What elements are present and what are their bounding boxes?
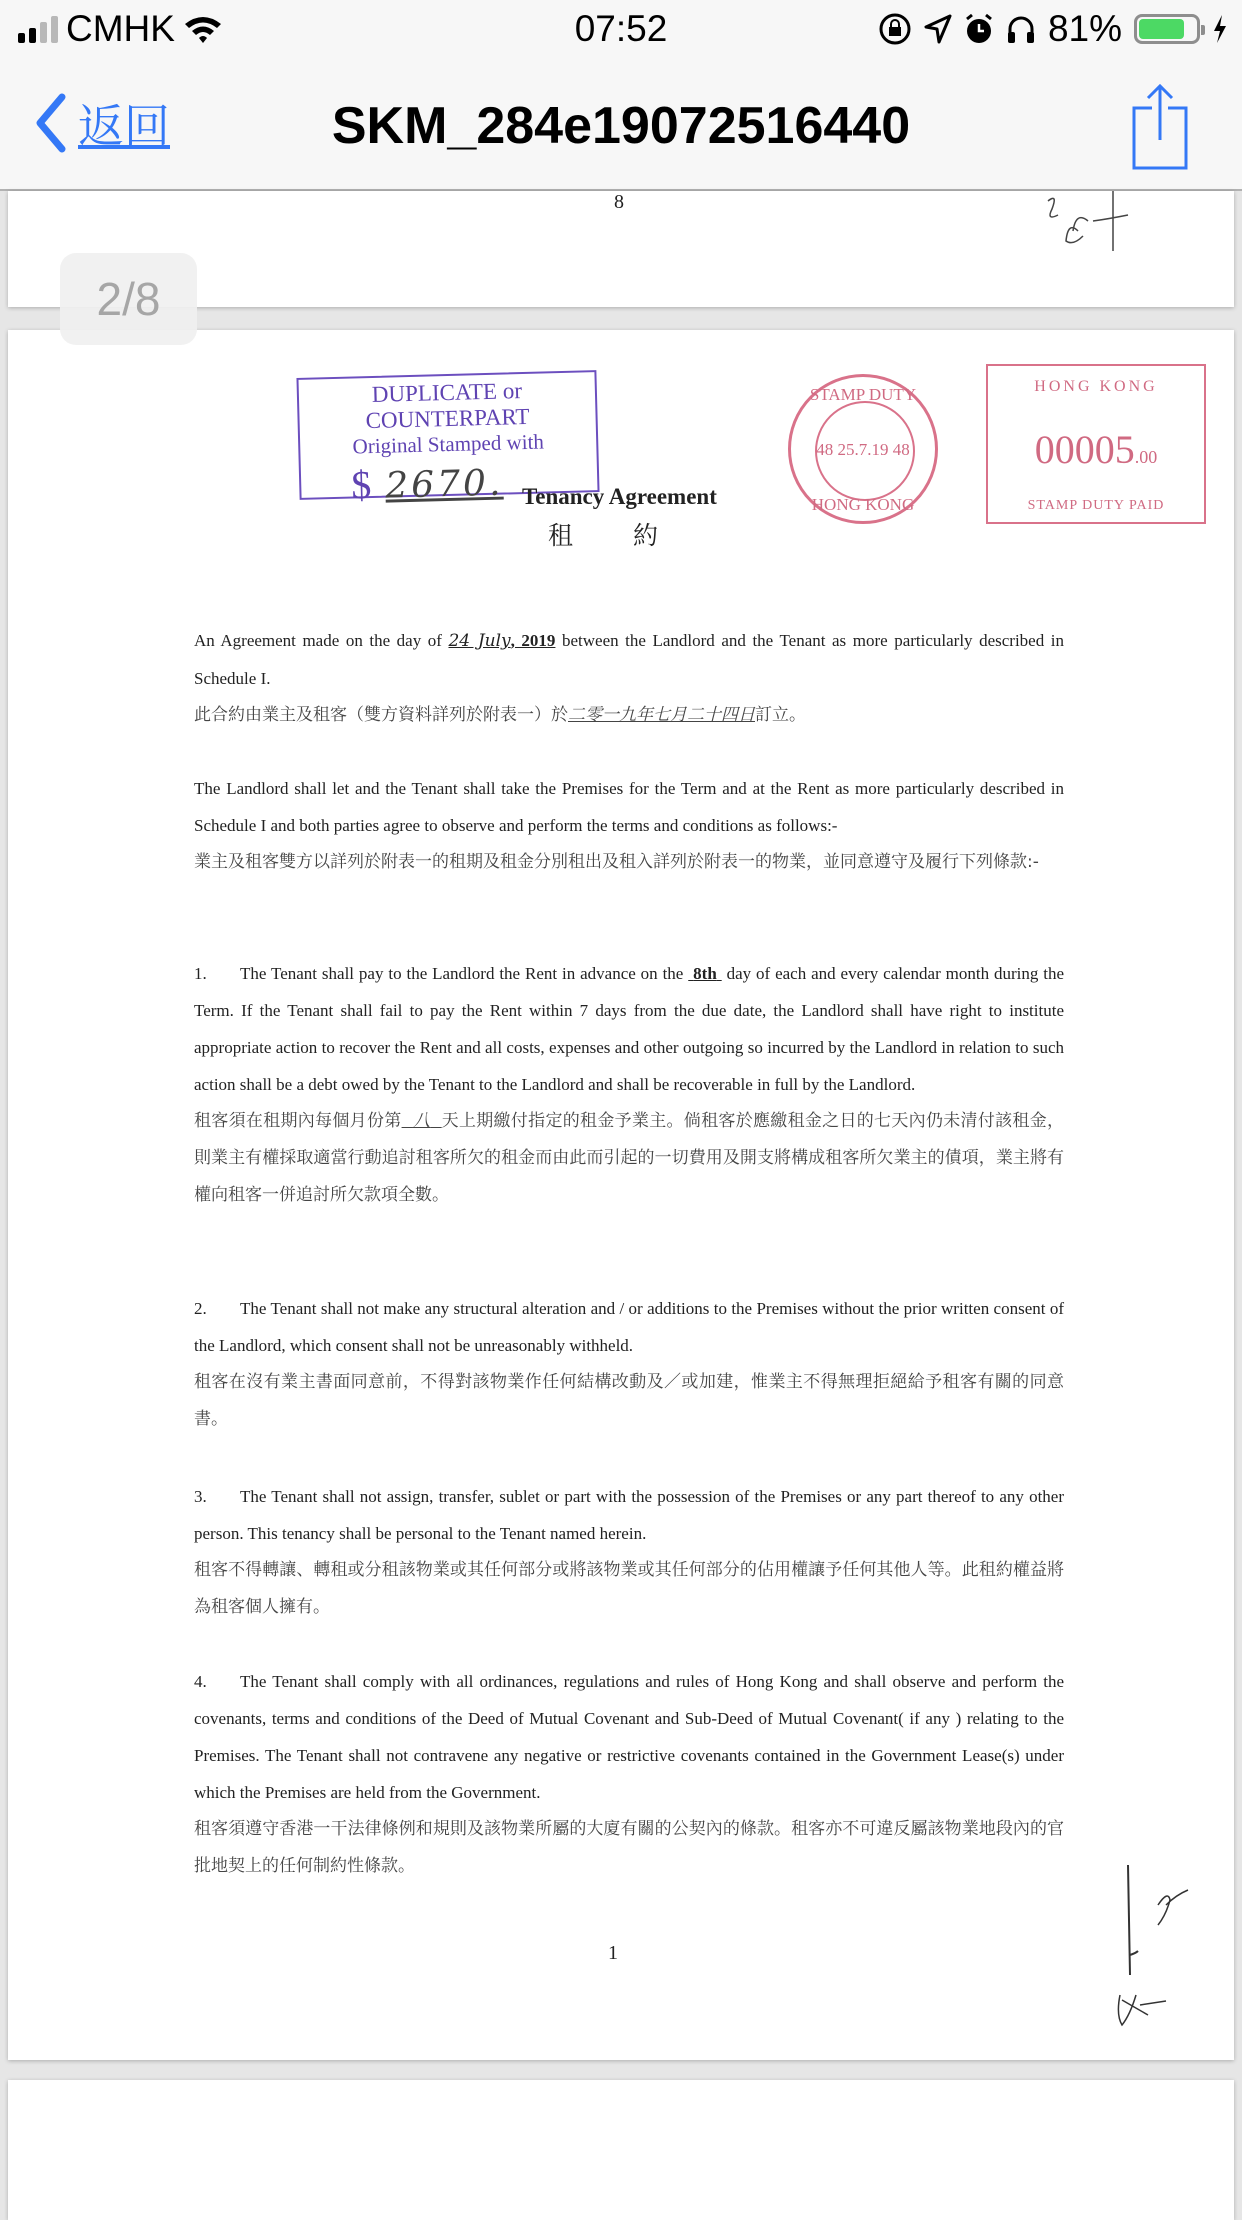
intro-en: An Agreement made on the day of 24 July, 2019 between the Landlord and the Tenant as more particularly described in Schedule I. bbox=[194, 631, 1064, 688]
location-icon bbox=[924, 14, 952, 44]
round-stamp-bottom: HONG KONG bbox=[811, 495, 915, 514]
handwritten-date: 24 July bbox=[448, 631, 511, 651]
meter-cents: .00 bbox=[1134, 447, 1158, 467]
clause-3-zh: 租客不得轉讓、轉租或分租該物業或其任何部分或將該物業或其任何部分的佔用權讓予任何其他人等。此租約權益將為租客個人擁有。 bbox=[194, 1560, 1064, 1617]
clause-2-en: 2. The Tenant shall not make any structural alteration and / or additions to the Premises without the prior written consent of the Landlord, which consent shall not be unreasonably withheld. bbox=[194, 1299, 1064, 1355]
stamp-line2: Original Stamped with bbox=[352, 429, 545, 459]
status-bar bbox=[0, 0, 1242, 60]
rent-due-day: 8th bbox=[693, 964, 717, 983]
clause-1 bbox=[194, 955, 1064, 1214]
page-indicator: 2/8 bbox=[60, 253, 197, 345]
rent-due-day-zh: 八 bbox=[412, 1111, 431, 1131]
orientation-lock-icon bbox=[878, 12, 912, 46]
next-page[interactable] bbox=[8, 2080, 1234, 2220]
stamp-currency: $ bbox=[350, 462, 372, 508]
charging-icon bbox=[1212, 14, 1228, 44]
carrier-name: CMHK bbox=[66, 8, 175, 49]
battery-icon bbox=[1134, 14, 1200, 44]
signature bbox=[1108, 1855, 1208, 2055]
back-label[interactable]: 返回 bbox=[78, 100, 170, 152]
duplicate-stamp bbox=[296, 370, 599, 508]
prev-page-number: 8 bbox=[614, 191, 624, 213]
clause-4-en: 4. The Tenant shall comply with all ordinances, regulations and rules of Hong Kong and shall observe and perform the covenants, terms and conditions of the Deed of Mutual Covenant and Sub-Deed of Mutual Covenant( if any ) relating to the Premises. The Tenant shall not contravene any negative or restrictive covenants contained in the Government Lease(s) under which the Premises are held from the Government. bbox=[194, 1672, 1064, 1802]
navigation-bar bbox=[0, 60, 1242, 191]
battery-percent: 81% bbox=[1047, 8, 1122, 49]
clause-1-zh: 租客須在租期內每個月份第 八 天上期繳付指定的租金予業主。倘租客於應繳租金之日的七天內仍未清付該租金，則業主有權採取適當行動追討租客所欠的租金而由此而引起的一切費用及開支將構成租客所欠業主的債項，業主將有權向租客一併追討所欠款項全數。 bbox=[194, 1111, 1065, 1205]
signature bbox=[1038, 191, 1158, 271]
clause-1-en: 1. The Tenant shall pay to the Landlord the Rent in advance on the 8th day of each and every calendar month during the Term. If the Tenant shall fail to pay the Rent within 7 days from the due date, the Landlord shall have right to institute appropriate action to recover the Rent and all costs, expenses and other outgoing so incurred by the Landlord in relation to such action shall be a debt owed by the Tenant to the Landlord and shall be recoverable in full by the Landlord. bbox=[194, 964, 1065, 1094]
alarm-icon bbox=[964, 13, 994, 45]
clause-2-zh: 租客在沒有業主書面同意前，不得對該物業作任何結構改動及／或加建，惟業主不得無理拒絕給予租客有關的同意書。 bbox=[194, 1372, 1064, 1429]
meter-stamp-header: HONG KONG bbox=[1034, 378, 1158, 395]
clause-3-en: 3. The Tenant shall not assign, transfer, sublet or part with the possession of the Premises or any part thereof to any other person. This tenancy shall be personal to the Tenant named herein. bbox=[194, 1487, 1064, 1543]
stamp-duty-paid-stamp bbox=[986, 364, 1206, 524]
headphones-icon bbox=[1006, 13, 1036, 45]
stamp-line1: DUPLICATE or COUNTERPART bbox=[365, 378, 530, 434]
meter-value: 00005 bbox=[1034, 427, 1135, 472]
let-clause bbox=[194, 770, 1064, 881]
clause-2 bbox=[194, 1290, 1064, 1438]
intro-paragraph bbox=[194, 622, 1064, 734]
document-title: SKM_284e19072516440 bbox=[331, 97, 911, 155]
page-number: 1 bbox=[608, 1942, 618, 1964]
round-stamp-date: 48 25.7.19 48 bbox=[816, 440, 910, 459]
round-stamp-top: STAMP DUTY bbox=[809, 385, 917, 404]
document-page[interactable] bbox=[8, 330, 1234, 2060]
clause-4-zh: 租客須遵守香港一干法律條例和規則及該物業所屬的大廈有關的公契內的條款。租客亦不可違反屬該物業地段內的官批地契上的任何制約性條款。 bbox=[194, 1819, 1064, 1876]
meter-stamp-footer: STAMP DUTY PAID bbox=[1027, 498, 1165, 513]
title-chinese: 租約 bbox=[548, 523, 719, 550]
let-clause-en: The Landlord shall let and the Tenant shall take the Premises for the Term and at the Rent as more particularly described in Schedule I and both parties agree to observe and perform the terms and conditions as follows:- bbox=[194, 779, 1064, 835]
stamp-duty-round-stamp bbox=[788, 374, 938, 524]
meter-stamp-value bbox=[988, 426, 1204, 473]
battery-level bbox=[1139, 19, 1184, 39]
stamp-amount-value: 2670. bbox=[384, 462, 504, 507]
clock: 07:52 bbox=[574, 8, 668, 49]
title-english: Tenancy Agreement bbox=[522, 484, 717, 509]
share-icon[interactable] bbox=[1130, 82, 1190, 172]
intro-zh: 此合約由業主及租客（雙方資料詳列於附表一）於二零一九年七月二十四日訂立。 bbox=[194, 705, 806, 725]
handwritten-date-zh: 二零一九年七月二十四日 bbox=[568, 705, 755, 725]
let-clause-zh: 業主及租客雙方以詳列於附表一的租期及租金分別租出及租入詳列於附表一的物業，並同意遵守及履行下列條款:- bbox=[194, 852, 1039, 872]
clause-3 bbox=[194, 1478, 1064, 1626]
clause-4 bbox=[194, 1663, 1064, 1885]
